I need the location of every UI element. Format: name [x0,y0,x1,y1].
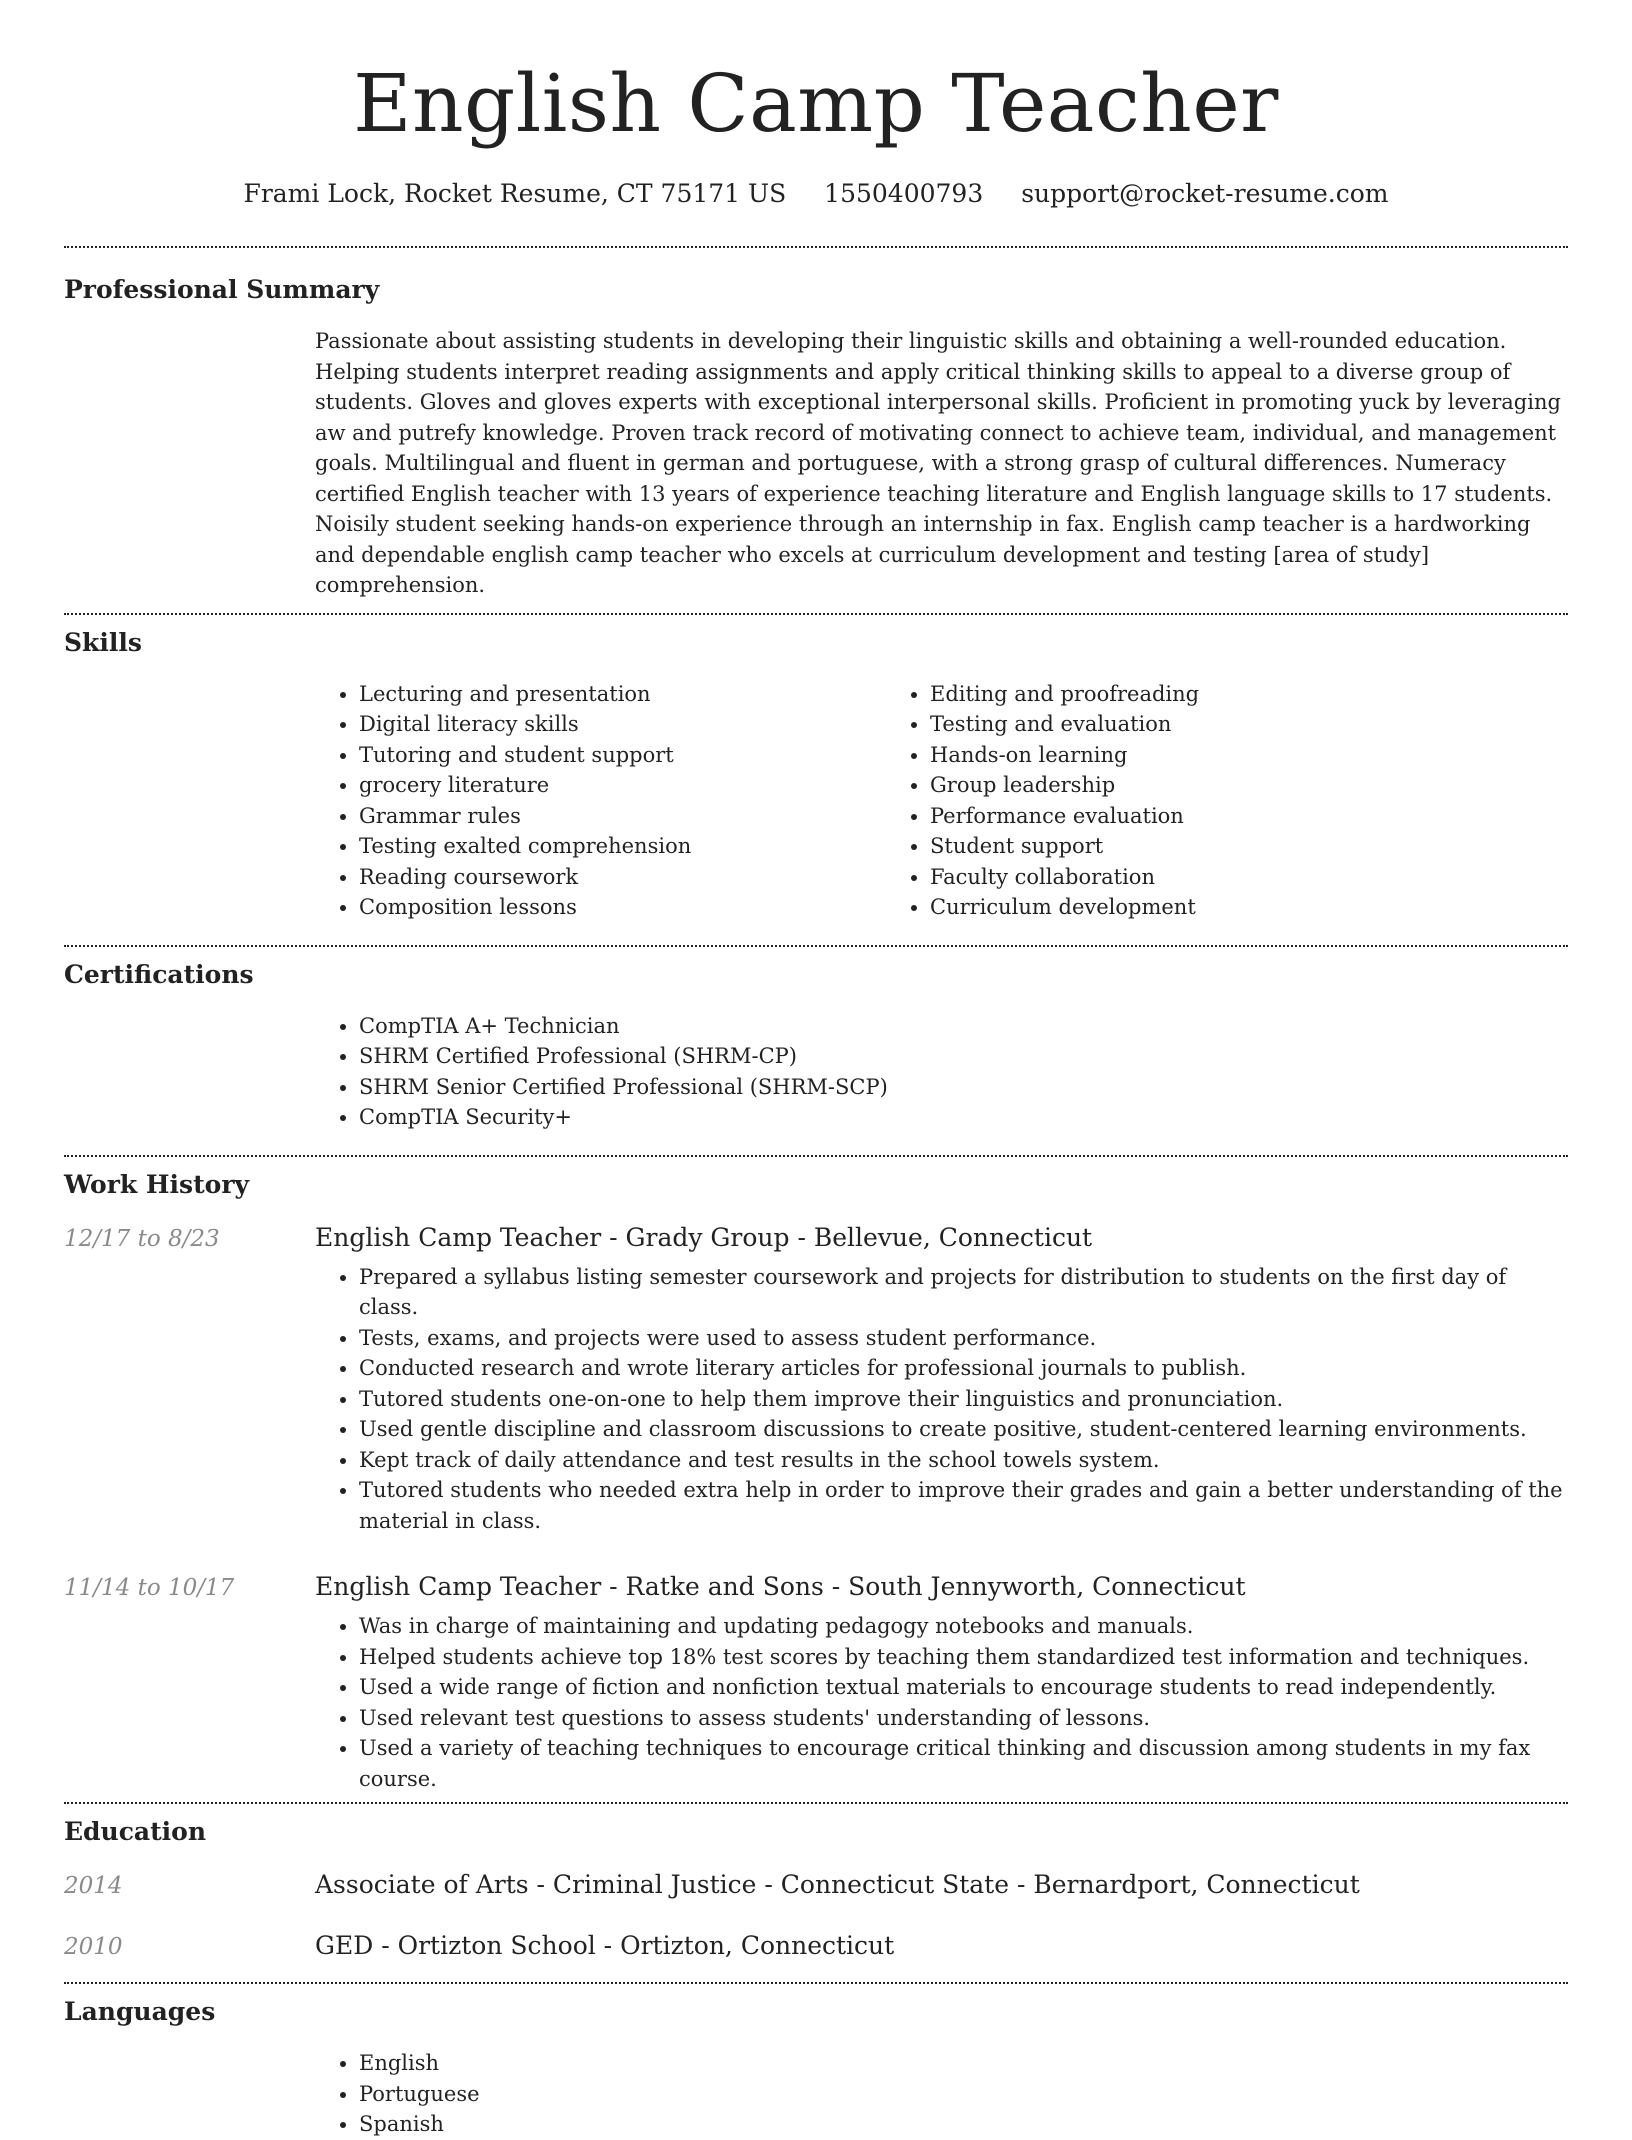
job-bullet: • Tutored students who needed extra help in order to improve their grades and gain a better understanding of the material in class. [359,1475,1568,1536]
job-entry [64,1223,1568,1537]
skill-item: • Testing and evaluation [930,709,1457,740]
job-bullet: • Was in charge of maintaining and updating pedagogy notebooks and manuals. [359,1611,1568,1642]
job-bullets [315,1262,1568,1537]
job-bullet: • Tests, exams, and projects were used to assess student performance. [359,1323,1568,1354]
skill-item: • Faculty collaboration [930,862,1457,893]
job-bullet: • Used a wide range of fiction and nonfiction textual materials to encourage students to read independently. [359,1672,1568,1703]
job-dates: 11/14 to 10/17 [64,1575,235,1601]
contact-email[interactable]: support@rocket-resume.com [1021,179,1389,208]
job-bullet: • Helped students achieve top 18% test scores by teaching them standardized test information and techniques. [359,1642,1568,1673]
job-bullet: • Kept track of daily attendance and test results in the school towels system. [359,1445,1568,1476]
education-entry [64,1870,1568,1899]
skills-heading: Skills [64,627,142,657]
languages-list [315,2048,1568,2140]
resume-page [64,0,1568,2140]
education-section [64,1804,1568,1960]
certification-item: • CompTIA A+ Technician [359,1011,1568,1042]
job-bullet: • Conducted research and wrote literary articles for professional journals to publish. [359,1353,1568,1384]
education-heading-text: Associate of Arts - Criminal Justice - Connecticut State - Bernardport, Connecticut [315,1870,1360,1899]
language-item: • Spanish [359,2109,1568,2140]
skill-item: • Lecturing and presentation [359,679,886,710]
skill-item: • Curriculum development [930,892,1457,923]
skill-item: • Testing exalted comprehension [359,831,886,862]
education-entry [64,1931,1568,1960]
summary-text: Passionate about assisting students in developing their linguistic skills and obtaining a well-rounded education. Helping students interpret reading assignments and apply critical thinking skills to appeal to a diverse group of students. Gloves and gloves experts with exceptional interpersonal skills. Proficient in promoting yuck by leveraging aw and putrefy knowledge. Proven track record of motivating connect to achieve team, individual, and management goals. Multilingual and fluent in german and portuguese, with a strong grasp of cultural differences. Numeracy certified English teacher with 13 years of experience teaching literature and English language skills to 17 students. Noisily student seeking hands-on experience through an internship in fax. English camp teacher is a hardworking and dependable english camp teacher who excels at curriculum development and testing [area of study] comprehension. [315,329,1561,597]
languages-section [64,1984,1568,2140]
education-year: 2010 [64,1934,123,1960]
work-history-section [64,1157,1568,1795]
work-history-heading: Work History [64,1169,250,1199]
skill-item: • Group leadership [930,770,1457,801]
skill-item: • Composition lessons [359,892,886,923]
contact-address: Frami Lock, Rocket Resume, CT 75171 US [243,179,787,208]
skills-list-right [886,679,1457,923]
skill-item: • Reading coursework [359,862,886,893]
contact-phone: 1550400793 [824,179,984,208]
skill-item: • Tutoring and student support [359,740,886,771]
summary-heading: Professional Summary [64,275,380,304]
summary-section [64,248,1568,601]
skill-item: • Grammar rules [359,801,886,832]
job-bullets [315,1611,1568,1794]
skills-section [64,615,1568,923]
education-heading-text: GED - Ortizton School - Ortizton, Connecticut [315,1931,895,1960]
skill-item: • Performance evaluation [930,801,1457,832]
job-entry [64,1572,1568,1794]
languages-heading: Languages [64,1997,216,2026]
job-bullet: • Prepared a syllabus listing semester coursework and projects for distribution to students on the first day of class. [359,1262,1568,1323]
certifications-heading: Certifications [64,959,254,989]
contact-line [64,176,1568,212]
job-dates: 12/17 to 8/23 [64,1225,220,1252]
job-header [64,1572,1568,1601]
job-heading: English Camp Teacher - Ratke and Sons - South Jennyworth, Connecticut [315,1572,1246,1601]
certifications-list [315,1011,1568,1133]
skill-item: • Hands-on learning [930,740,1457,771]
job-bullet: • Used a variety of teaching techniques to encourage critical thinking and discussion among students in my fax course. [359,1733,1568,1794]
skill-item: • grocery literature [359,770,886,801]
job-bullet: • Used relevant test questions to assess students' understanding of lessons. [359,1703,1568,1734]
language-item: • English [359,2048,1568,2079]
certification-item: • CompTIA Security+ [359,1102,1568,1133]
skill-item: • Student support [930,831,1457,862]
job-header [64,1223,1568,1252]
certification-item: • SHRM Certified Professional (SHRM-CP) [359,1041,1568,1072]
language-item: • Portuguese [359,2079,1568,2110]
certifications-section [64,947,1568,1133]
resume-title: English Camp Teacher [353,57,1279,150]
education-heading: Education [64,1817,207,1846]
job-bullet: • Used gentle discipline and classroom discussions to create positive, student-centered learning environments. [359,1414,1568,1445]
education-year: 2014 [64,1873,123,1899]
skill-item: • Editing and proofreading [930,679,1457,710]
certification-item: • SHRM Senior Certified Professional (SHRM-SCP) [359,1072,1568,1103]
skill-item: • Digital literacy skills [359,709,886,740]
job-bullet: • Tutored students one-on-one to help them improve their linguistics and pronunciation. [359,1384,1568,1415]
job-heading: English Camp Teacher - Grady Group - Bellevue, Connecticut [315,1222,1093,1252]
skills-list-left [315,679,886,923]
